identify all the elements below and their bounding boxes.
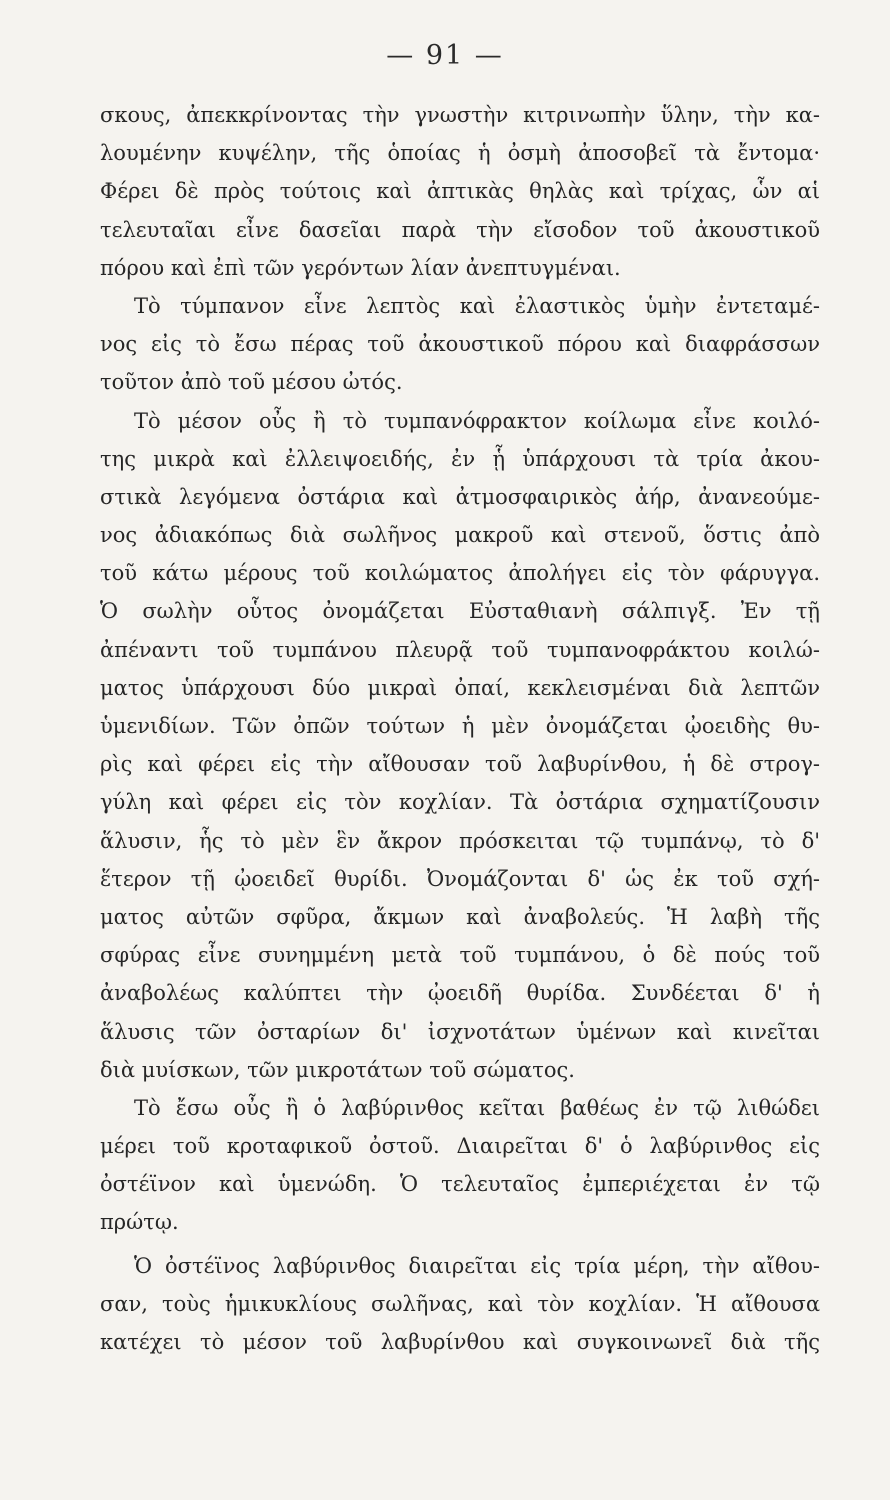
text-line: σκους, ἀπεκκρίνοντας τὴν γνωστὴν κιτρινωπὴν ὕλην, τὴν κα- [100, 103, 820, 127]
text-line: τοῦτον ἀπὸ τοῦ μέσου ὠτός. [100, 370, 403, 395]
text-line: τελευταῖαι εἶνε δασεῖαι παρὰ τὴν εἴσοδον τοῦ ἀκουστικοῦ [100, 217, 820, 242]
text-line: πρώτῳ. [100, 1210, 179, 1235]
text-line: ματος ὑπάρχουσι δύο μικραὶ ὀπαί, κεκλεισμέναι διὰ λεπτῶν [100, 675, 820, 700]
text-line: Ὁ σωλὴν οὗτος ὀνομάζεται Εὐσταθιανὴ σάλπιγξ. Ἐν τῇ [100, 599, 820, 624]
text-line: ἀπέναντι τοῦ τυμπάνου πλευρᾷ τοῦ τυμπανοφράκτου κοιλώ- [100, 637, 820, 662]
text-line: ἀναβολέως καλύπτει τὴν ᾠοειδῆ θυρίδα. Συνδέεται δ' ἡ [100, 981, 820, 1006]
text-line: τοῦ κάτω μέρους τοῦ κοιλώματος ἀπολήγει εἰς τὸν φάρυγγα. [100, 561, 820, 586]
text-line: ματος αὐτῶν σφῦρα, ἄκμων καὶ ἀναβολεύς. Ἡ λαβὴ τῆς [100, 904, 820, 929]
text-line: νος εἰς τὸ ἔσω πέρας τοῦ ἀκουστικοῦ πόρου καὶ διαφράσσων [100, 332, 820, 357]
text-line: της μικρὰ καὶ ἐλλειψοειδής, ἐν ᾗ ὑπάρχουσι τὰ τρία ἀκου- [100, 446, 820, 471]
text-line: Ὁ ὀστέϊνος λαβύρινθος διαιρεῖται εἰς τρία μέρη, τὴν αἴθου- [134, 1253, 820, 1278]
text-line: σαν, τοὺς ἡμικυκλίους σωλῆνας, καὶ τὸν κοχλίαν. Ἡ αἴθουσα [100, 1291, 820, 1316]
text-line: στικὰ λεγόμενα ὀστάρια καὶ ἀτμοσφαιρικὸς ἀήρ, ἀνανεούμε- [100, 484, 820, 509]
text-line: Τὸ τύμπανον εἶνε λεπτὸς καὶ ἐλαστικὸς ὑμὴν ἐντεταμέ- [134, 293, 820, 318]
page-number: — 91 — [386, 40, 504, 71]
text-line: κατέχει τὸ μέσον τοῦ λαβυρίνθου καὶ συγκοινωνεῖ διὰ τῆς [100, 1330, 820, 1354]
text-line: σφύρας εἶνε συνημμένη μετὰ τοῦ τυμπάνου, ὁ δὲ πούς τοῦ [100, 943, 820, 968]
text-line: ὑμενιδίων. Τῶν ὀπῶν τούτων ἡ μὲν ὀνομάζεται ᾠοειδὴς θυ- [100, 714, 820, 738]
text-line: ἕτερον τῇ ᾠοειδεῖ θυρίδι. Ὀνομάζονται δ' ὡς ἐκ τοῦ σχή- [100, 866, 820, 891]
text-line: Φέρει δὲ πρὸς τούτοις καὶ ἀπτικὰς θηλὰς καὶ τρίχας, ὧν αἱ [100, 179, 820, 204]
text-line: ἅλυσις τῶν ὀσταρίων δι' ἰσχνοτάτων ὑμένων καὶ κινεῖται [100, 1019, 820, 1044]
text-line: λουμένην κυψέλην, τῆς ὁποίας ἡ ὀσμὴ ἀποσοβεῖ τὰ ἔντομα· [100, 141, 820, 166]
text-line: γύλη καὶ φέρει εἰς τὸν κοχλίαν. Τὰ ὀστάρια σχηματίζουσιν [100, 790, 820, 815]
text-line: Τὸ μέσον οὖς ἢ τὸ τυμπανόφρακτον κοίλωμα εἶνε κοιλό- [134, 408, 820, 433]
text-line: νος ἀδιακόπως διὰ σωλῆνος μακροῦ καὶ στενοῦ, ὅστις ἀπὸ [100, 523, 820, 548]
text-line: ἅλυσιν, ἧς τὸ μὲν ἓν ἄκρον πρόσκειται τῷ τυμπάνῳ, τὸ δ' [100, 828, 820, 853]
text-line: ρὶς καὶ φέρει εἰς τὴν αἴθουσαν τοῦ λαβυρίνθου, ἡ δὲ στρογ- [100, 752, 820, 777]
text-line: διὰ μυίσκων, τῶν μικροτάτων τοῦ σώματος. [100, 1057, 575, 1082]
text-line: μέρει τοῦ κροταφικοῦ ὀστοῦ. Διαιρεῖται δ' ὁ λαβύρινθος εἰς [100, 1134, 820, 1159]
text-line: πόρου καὶ ἐπὶ τῶν γερόντων λίαν ἀνεπτυγμέναι. [100, 255, 621, 280]
body-text [100, 96, 820, 1361]
text-line: Τὸ ἔσω οὖς ἢ ὁ λαβύρινθος κεῖται βαθέως ἐν τῷ λιθώδει [134, 1095, 820, 1120]
text-line: ὀστέϊνον καὶ ὑμενώδη. Ὁ τελευταῖος ἐμπεριέχεται ἐν τῷ [100, 1172, 820, 1197]
